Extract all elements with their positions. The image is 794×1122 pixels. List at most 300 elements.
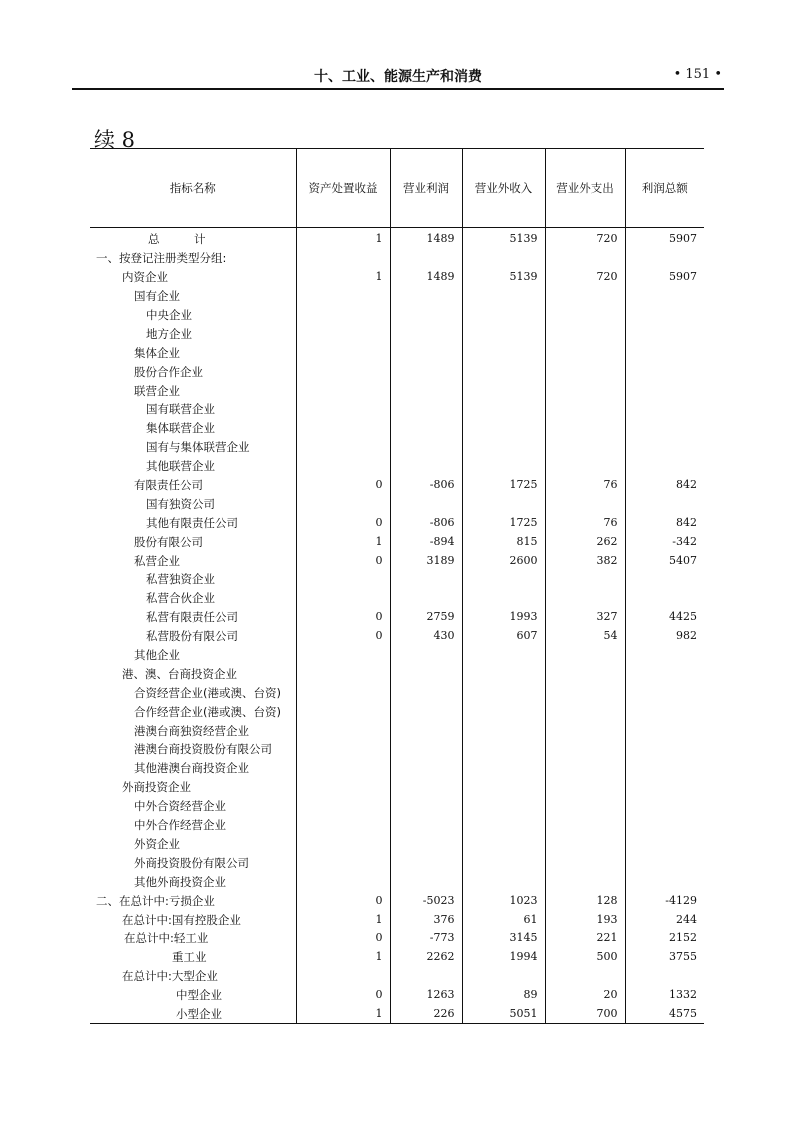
- table-cell: 1993: [462, 608, 545, 627]
- table-cell: [390, 381, 462, 400]
- table-cell: 3755: [625, 948, 704, 967]
- row-label: 外商投资股份有限公司: [134, 855, 249, 870]
- table-row: [90, 608, 704, 627]
- table-cell: [462, 816, 545, 835]
- column-header-non-operating-income: 营业外收入: [462, 149, 545, 228]
- table-cell: [390, 646, 462, 665]
- table-cell: 1: [296, 1005, 390, 1024]
- table-cell: [545, 721, 625, 740]
- table-cell: [545, 664, 625, 683]
- table-row: [90, 400, 704, 419]
- table-cell: 76: [545, 476, 625, 495]
- table-cell: 1: [296, 532, 390, 551]
- table-cell: [390, 740, 462, 759]
- row-label: 二、在总计中:亏损企业: [96, 893, 215, 908]
- table-cell: [625, 664, 704, 683]
- row-label: 中央企业: [146, 308, 192, 322]
- row-label: 私营企业: [134, 553, 180, 568]
- table-row: [90, 986, 704, 1005]
- table-cell: [462, 702, 545, 721]
- table-cell: [296, 457, 390, 476]
- table-cell: [462, 400, 545, 419]
- table-row: [90, 683, 704, 702]
- table-cell: 2600: [462, 551, 545, 570]
- row-label: 港、澳、台商投资企业: [122, 666, 237, 681]
- table-cell: 193: [545, 910, 625, 929]
- table-row: [90, 249, 704, 268]
- table-cell: [545, 343, 625, 362]
- table-cell: [462, 457, 545, 476]
- table-cell: [390, 759, 462, 778]
- table-cell: [390, 702, 462, 721]
- table-cell: -773: [390, 929, 462, 948]
- row-label: 在总计中:轻工业: [124, 931, 209, 946]
- table-cell: 1: [296, 910, 390, 929]
- table-row: [90, 721, 704, 740]
- row-label: 在总计中:国有控股企业: [122, 912, 241, 927]
- table-cell: [390, 362, 462, 381]
- table-cell: 1725: [462, 513, 545, 532]
- table-cell: 2152: [625, 929, 704, 948]
- table-cell: [545, 759, 625, 778]
- table-body: [90, 228, 704, 1024]
- table-row: [90, 494, 704, 513]
- table-cell: 720: [545, 228, 625, 249]
- row-label: 股份有限公司: [134, 534, 203, 549]
- table-cell: 0: [296, 986, 390, 1005]
- table-cell: [545, 457, 625, 476]
- row-label: 集体企业: [134, 345, 180, 360]
- table-cell: 382: [545, 551, 625, 570]
- table-row: [90, 362, 704, 381]
- table-row: [90, 646, 704, 665]
- table-cell: [625, 702, 704, 721]
- table-row: [90, 343, 704, 362]
- table-row: [90, 664, 704, 683]
- table-cell: [545, 778, 625, 797]
- row-label: 股份合作企业: [134, 364, 203, 379]
- table-cell: 0: [296, 929, 390, 948]
- table-cell: [545, 835, 625, 854]
- table-cell: [462, 778, 545, 797]
- row-label: 在总计中:大型企业: [122, 969, 218, 984]
- table-cell: [462, 570, 545, 589]
- table-cell: [296, 570, 390, 589]
- table-row: [90, 759, 704, 778]
- table-cell: [625, 872, 704, 891]
- row-label: 私营有限责任公司: [146, 610, 238, 625]
- table-cell: 1332: [625, 986, 704, 1005]
- table-cell: 5907: [625, 268, 704, 287]
- table-cell: [296, 835, 390, 854]
- table-cell: 5907: [625, 228, 704, 249]
- table-row: [90, 287, 704, 306]
- table-cell: [296, 362, 390, 381]
- row-label: 其他企业: [134, 648, 180, 663]
- column-header-total-profit: 利润总额: [625, 149, 704, 228]
- table-cell: [545, 324, 625, 343]
- table-cell: [625, 589, 704, 608]
- row-label: 其他港澳台商投资企业: [134, 761, 249, 776]
- table-row: [90, 532, 704, 551]
- row-label: 中外合资经营企业: [134, 799, 226, 814]
- table-cell: -342: [625, 532, 704, 551]
- column-header-operating-profit: 营业利润: [390, 149, 462, 228]
- table-cell: [296, 967, 390, 986]
- row-label: 其他联营企业: [146, 459, 215, 474]
- table-cell: [462, 646, 545, 665]
- table-cell: 982: [625, 627, 704, 646]
- table-cell: [296, 287, 390, 306]
- table-cell: [296, 249, 390, 268]
- table-cell: [390, 570, 462, 589]
- table-cell: [545, 872, 625, 891]
- table-cell: 0: [296, 551, 390, 570]
- table-cell: 430: [390, 627, 462, 646]
- table-cell: 226: [390, 1005, 462, 1024]
- table-cell: -4129: [625, 891, 704, 910]
- table-cell: [296, 381, 390, 400]
- table-cell: 0: [296, 627, 390, 646]
- table-cell: [625, 324, 704, 343]
- table-cell: [390, 664, 462, 683]
- table-cell: [390, 494, 462, 513]
- table-cell: [390, 778, 462, 797]
- table-row: [90, 929, 704, 948]
- table-cell: [462, 740, 545, 759]
- table-cell: [390, 400, 462, 419]
- table-cell: [296, 797, 390, 816]
- running-title: 十、工业、能源生产和消费: [314, 69, 482, 85]
- table-cell: [545, 797, 625, 816]
- table-row: [90, 419, 704, 438]
- table-cell: 5407: [625, 551, 704, 570]
- table-title: 续 8: [94, 128, 136, 152]
- page-number: • 151 •: [673, 67, 722, 82]
- row-label: 国有独资公司: [146, 496, 215, 511]
- table-cell: 5051: [462, 1005, 545, 1024]
- table-cell: [462, 438, 545, 457]
- table-cell: 1263: [390, 986, 462, 1005]
- table-row: [90, 570, 704, 589]
- table-cell: [625, 381, 704, 400]
- table-cell: 221: [545, 929, 625, 948]
- table-cell: [625, 967, 704, 986]
- data-table: [90, 148, 704, 1024]
- table-cell: [296, 646, 390, 665]
- table-cell: [545, 362, 625, 381]
- table-cell: [390, 324, 462, 343]
- table-row: [90, 853, 704, 872]
- table-cell: 1489: [390, 268, 462, 287]
- table-cell: 1: [296, 268, 390, 287]
- table-cell: [462, 967, 545, 986]
- row-label: 合作经营企业(港或澳、台资): [134, 704, 281, 719]
- row-label: 重工业: [172, 950, 207, 965]
- table-cell: [296, 306, 390, 325]
- table-cell: 700: [545, 1005, 625, 1024]
- table-cell: [462, 797, 545, 816]
- table-cell: [390, 287, 462, 306]
- table-row: [90, 324, 704, 343]
- table-row: [90, 457, 704, 476]
- table-row: [90, 740, 704, 759]
- row-label: 总 计: [148, 232, 206, 247]
- row-label: 其他有限责任公司: [146, 515, 238, 530]
- table-cell: 720: [545, 268, 625, 287]
- table-cell: [390, 721, 462, 740]
- table-cell: 1489: [390, 228, 462, 249]
- table-row: [90, 702, 704, 721]
- table-cell: 3145: [462, 929, 545, 948]
- row-label: 一、按登记注册类型分组:: [96, 251, 227, 266]
- table-row: [90, 891, 704, 910]
- table-cell: -806: [390, 476, 462, 495]
- table-cell: 89: [462, 986, 545, 1005]
- table-cell: [296, 872, 390, 891]
- table-cell: [390, 438, 462, 457]
- column-header-non-operating-expense: 营业外支出: [545, 149, 625, 228]
- table-cell: [625, 816, 704, 835]
- table-row: [90, 589, 704, 608]
- row-label: 私营合伙企业: [146, 591, 215, 606]
- table-cell: 1: [296, 948, 390, 967]
- table-cell: 4425: [625, 608, 704, 627]
- table-cell: [296, 740, 390, 759]
- table-cell: [462, 249, 545, 268]
- table-cell: [545, 438, 625, 457]
- table-row: [90, 268, 704, 287]
- table-cell: [625, 759, 704, 778]
- table-cell: [462, 872, 545, 891]
- table-cell: [625, 400, 704, 419]
- table-cell: [462, 362, 545, 381]
- table-cell: [462, 835, 545, 854]
- row-label: 外资企业: [134, 836, 180, 851]
- table-row: [90, 513, 704, 532]
- table-cell: 54: [545, 627, 625, 646]
- table-cell: [462, 324, 545, 343]
- row-label: 国有与集体联营企业: [146, 440, 250, 455]
- row-label: 地方企业: [146, 326, 192, 341]
- table-cell: [296, 683, 390, 702]
- table-cell: 1023: [462, 891, 545, 910]
- table-cell: 376: [390, 910, 462, 929]
- header-row: [90, 149, 704, 228]
- table-cell: [462, 419, 545, 438]
- table-cell: [296, 438, 390, 457]
- table-cell: 0: [296, 608, 390, 627]
- table-cell: [625, 853, 704, 872]
- row-label: 私营股份有限公司: [146, 629, 238, 644]
- table-cell: 1: [296, 228, 390, 249]
- table-cell: 327: [545, 608, 625, 627]
- table-cell: [390, 457, 462, 476]
- table-cell: [296, 494, 390, 513]
- table-row: [90, 438, 704, 457]
- table-cell: [545, 816, 625, 835]
- table-cell: [390, 589, 462, 608]
- table-row: [90, 872, 704, 891]
- table-cell: [462, 721, 545, 740]
- table-cell: [390, 343, 462, 362]
- table-row: [90, 835, 704, 854]
- table-cell: 842: [625, 476, 704, 495]
- table-row: [90, 306, 704, 325]
- table-cell: [296, 759, 390, 778]
- table-cell: [625, 646, 704, 665]
- table-row: [90, 551, 704, 570]
- table-row: [90, 797, 704, 816]
- table-cell: [545, 702, 625, 721]
- table-cell: [390, 683, 462, 702]
- row-label: 国有联营企业: [146, 402, 215, 417]
- table-cell: 20: [545, 986, 625, 1005]
- table-cell: [390, 835, 462, 854]
- table-row: [90, 627, 704, 646]
- table-cell: [625, 287, 704, 306]
- table-row: [90, 816, 704, 835]
- table-cell: [625, 362, 704, 381]
- table-cell: 244: [625, 910, 704, 929]
- table-row: [90, 910, 704, 929]
- column-header-asset-disposal: 资产处置收益: [296, 149, 390, 228]
- table-row: [90, 967, 704, 986]
- table-cell: [296, 324, 390, 343]
- table-cell: [462, 759, 545, 778]
- table-cell: [390, 853, 462, 872]
- table-cell: [390, 816, 462, 835]
- table-row: [90, 778, 704, 797]
- table-cell: [296, 816, 390, 835]
- row-label: 有限责任公司: [134, 478, 203, 493]
- table-cell: [625, 683, 704, 702]
- table-row: [90, 1005, 704, 1024]
- table-cell: [462, 494, 545, 513]
- table-cell: 262: [545, 532, 625, 551]
- table-cell: 607: [462, 627, 545, 646]
- table-cell: [462, 683, 545, 702]
- table-row: [90, 476, 704, 495]
- table-cell: [625, 570, 704, 589]
- table-cell: [625, 778, 704, 797]
- table-cell: [462, 381, 545, 400]
- row-label: 国有企业: [134, 289, 180, 304]
- row-label: 集体联营企业: [146, 421, 215, 436]
- table-cell: [545, 853, 625, 872]
- row-label: 私营独资企业: [146, 572, 215, 587]
- table-cell: [625, 835, 704, 854]
- table-cell: [545, 400, 625, 419]
- table-cell: [462, 343, 545, 362]
- row-label: 中型企业: [176, 988, 222, 1003]
- row-label: 联营企业: [134, 383, 180, 398]
- row-label: 其他外商投资企业: [134, 874, 226, 889]
- table-cell: [545, 419, 625, 438]
- table-cell: [390, 872, 462, 891]
- table-cell: [296, 589, 390, 608]
- table-cell: [545, 646, 625, 665]
- table-cell: 2262: [390, 948, 462, 967]
- table-cell: [545, 494, 625, 513]
- table-cell: -806: [390, 513, 462, 532]
- table-cell: 5139: [462, 268, 545, 287]
- table-cell: [296, 721, 390, 740]
- table-cell: [462, 664, 545, 683]
- table-cell: -894: [390, 532, 462, 551]
- table-cell: [625, 438, 704, 457]
- table-cell: [625, 306, 704, 325]
- table-cell: 4575: [625, 1005, 704, 1024]
- table-cell: [625, 740, 704, 759]
- table-cell: 5139: [462, 228, 545, 249]
- table-cell: 815: [462, 532, 545, 551]
- table-cell: [625, 343, 704, 362]
- table-cell: [296, 778, 390, 797]
- table-cell: 0: [296, 513, 390, 532]
- row-label: 合资经营企业(港或澳、台资): [134, 685, 281, 700]
- table-cell: [545, 381, 625, 400]
- table-cell: [296, 853, 390, 872]
- table-cell: [545, 287, 625, 306]
- table-cell: [545, 570, 625, 589]
- table-cell: 842: [625, 513, 704, 532]
- row-label: 港澳台商独资经营企业: [134, 723, 249, 738]
- row-label: 中外合作经营企业: [134, 818, 226, 833]
- table-cell: [462, 589, 545, 608]
- table-cell: [390, 419, 462, 438]
- row-label: 外商投资企业: [122, 780, 191, 795]
- table-cell: 500: [545, 948, 625, 967]
- table-cell: [296, 664, 390, 683]
- table-cell: 0: [296, 476, 390, 495]
- table-cell: [390, 306, 462, 325]
- table-cell: -5023: [390, 891, 462, 910]
- table-cell: 1994: [462, 948, 545, 967]
- table-cell: [390, 249, 462, 268]
- table-cell: [296, 419, 390, 438]
- table-row: [90, 381, 704, 400]
- table-cell: [545, 967, 625, 986]
- table-cell: 2759: [390, 608, 462, 627]
- table-cell: [462, 853, 545, 872]
- row-label: 港澳台商投资股份有限公司: [134, 742, 272, 757]
- table-cell: [625, 249, 704, 268]
- table-cell: 0: [296, 891, 390, 910]
- table-cell: [296, 343, 390, 362]
- table-cell: [545, 589, 625, 608]
- running-header: [72, 64, 724, 90]
- table-row: [90, 948, 704, 967]
- row-label: 小型企业: [90, 1005, 296, 1024]
- table-cell: [625, 494, 704, 513]
- table-cell: 1725: [462, 476, 545, 495]
- table-cell: [296, 400, 390, 419]
- table-cell: [545, 683, 625, 702]
- table-cell: [625, 721, 704, 740]
- table-cell: [625, 457, 704, 476]
- table-row: [90, 228, 704, 249]
- column-header-name: 指标名称: [90, 149, 296, 228]
- table-cell: [625, 797, 704, 816]
- table-cell: 128: [545, 891, 625, 910]
- table-cell: [625, 419, 704, 438]
- table-cell: [545, 306, 625, 325]
- table-cell: [545, 740, 625, 759]
- table-cell: [296, 702, 390, 721]
- table-cell: [462, 287, 545, 306]
- row-label: 内资企业: [122, 270, 168, 285]
